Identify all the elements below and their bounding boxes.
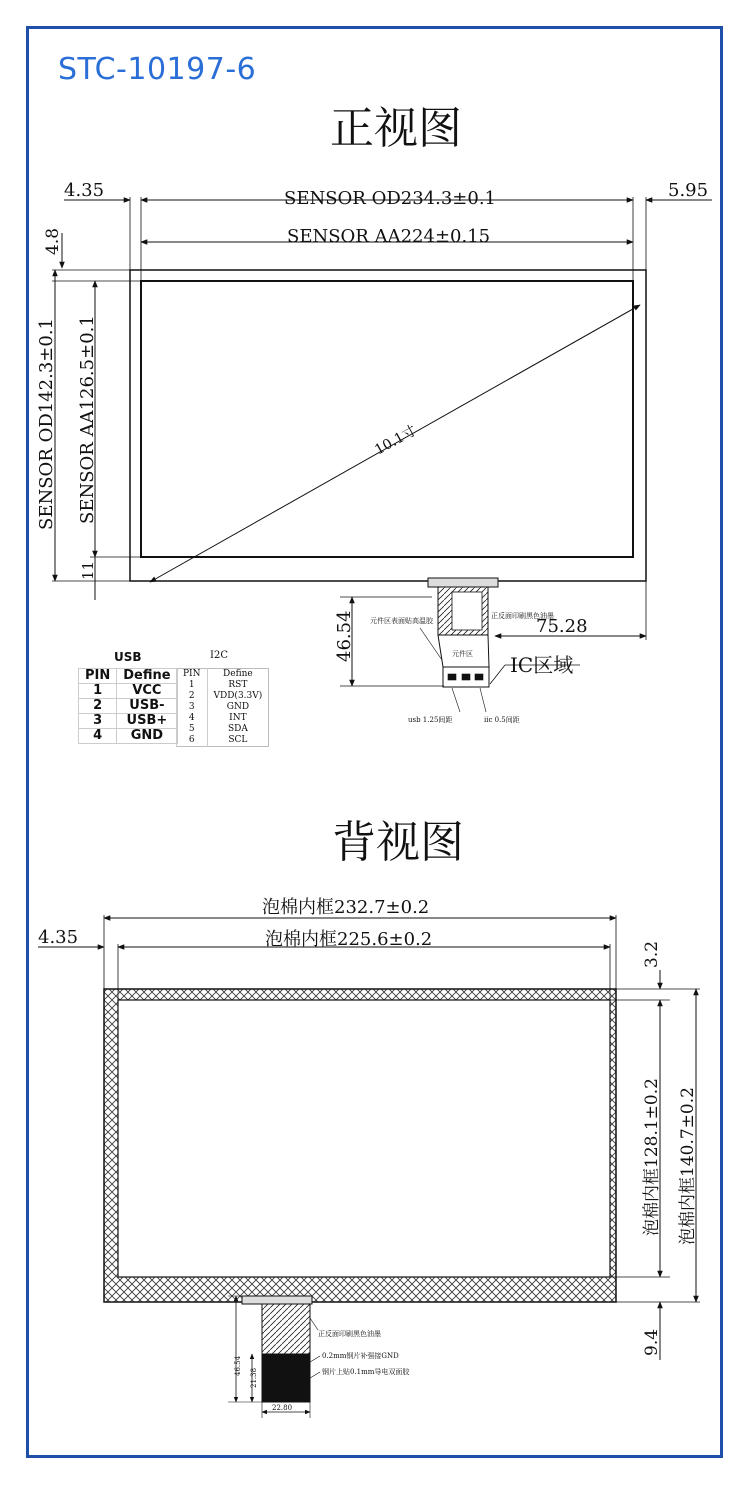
usb-header-define: Define [117,669,177,684]
usb-pin: 4 [79,729,117,744]
note-component: 元件区 [452,650,473,658]
table-row [79,684,178,699]
usb-define: GND [117,729,177,744]
dim-foam-outer-height: 泡棉内框140.7±0.2 [678,1087,698,1245]
usb-pin-table [78,668,178,744]
fpc-connector [428,578,498,587]
dim-fpc-offset: 75.28 [536,616,588,637]
table-row [177,680,269,691]
dim-aa-height: SENSOR AA126.5±0.1 [77,315,98,524]
dim-foam-inner-width: 泡棉内框225.6±0.2 [265,929,433,950]
usb-define: USB+ [117,714,177,729]
i2c-define: GND [207,702,269,713]
dim-back-left-margin: 4.35 [38,927,79,948]
table-row [177,713,269,724]
steel-stiffener [262,1354,310,1402]
i2c-define: VDD(3.3V) [207,691,269,702]
usb-table-caption: USB [114,650,142,664]
usb-pin: 3 [79,714,117,729]
dim-bottom-margin: 11 [79,560,97,580]
i2c-define: SDA [207,724,269,735]
i2c-table-caption: I2C [210,650,228,661]
i2c-header-pin: PIN [177,669,208,681]
note-tape: 钢片上贴0.1mm导电双面胶 [322,1368,410,1376]
dim-fpc-stiff: 21.38 [250,1367,258,1388]
note-print-front: 正反面印刷黑色油墨 [491,612,554,620]
note-print-back: 正反面印刷黑色油墨 [318,1330,381,1338]
i2c-pin: 6 [177,735,208,747]
dim-fpc-width: 22.80 [272,1404,293,1412]
table-row [177,735,269,747]
fpc-back-tail [262,1304,310,1354]
note-iic: iic 0.5间距 [484,716,520,724]
dim-top-margin: 4.8 [43,227,63,255]
usb-define: USB- [117,699,177,714]
note-steel: 0.2mm钢片补强接GND [322,1352,399,1360]
dim-od-width: SENSOR OD234.3±0.1 [284,188,497,209]
ic-area-label: IC区域 [510,653,574,677]
i2c-pin: 1 [177,680,208,691]
dim-fpc-total-back: 46.54 [234,1355,242,1376]
back-view-title: 背视图 [332,817,464,868]
front-view-title: 正视图 [330,103,462,154]
table-row [177,724,269,735]
i2c-pin: 2 [177,691,208,702]
foam-inner [118,1000,610,1277]
i2c-define: INT [207,713,269,724]
active-area [141,281,633,557]
table-row [177,702,269,713]
note-component-side: 元件区表面贴高温胶 [370,617,433,625]
dim-left-margin: 4.35 [64,180,105,201]
dim-back-bottom-margin: 9.4 [642,1328,662,1356]
dim-back-top-margin: 3.2 [642,940,662,968]
dim-fpc-length: 46.54 [334,610,355,662]
usb-pin: 1 [79,684,117,699]
i2c-pin: 5 [177,724,208,735]
usb-pin: 2 [79,699,117,714]
i2c-pin: 3 [177,702,208,713]
dim-aa-width: SENSOR AA224±0.15 [287,226,491,247]
table-row [79,729,178,744]
back-view [38,915,700,1418]
note-usb: usb 1.25间距 [408,716,453,724]
sensor-outline [130,270,646,581]
i2c-pin: 4 [177,713,208,724]
diagonal-label: 10.1寸 [372,422,420,459]
table-row [79,714,178,729]
model-number: STC-10197-6 [58,52,257,87]
i2c-header-define: Define [207,669,269,681]
i2c-define: RST [207,680,269,691]
table-row [79,699,178,714]
usb-define: VCC [117,684,177,699]
i2c-pin-table [176,668,269,747]
dim-foam-outer-width: 泡棉内框232.7±0.2 [262,897,430,918]
dim-right-margin: 5.95 [668,180,709,201]
table-row [177,691,269,702]
usb-header-pin: PIN [79,669,117,684]
dim-foam-inner-height: 泡棉内框128.1±0.2 [642,1078,662,1236]
i2c-define: SCL [207,735,269,747]
dim-od-height: SENSOR OD142.3±0.1 [36,317,57,530]
